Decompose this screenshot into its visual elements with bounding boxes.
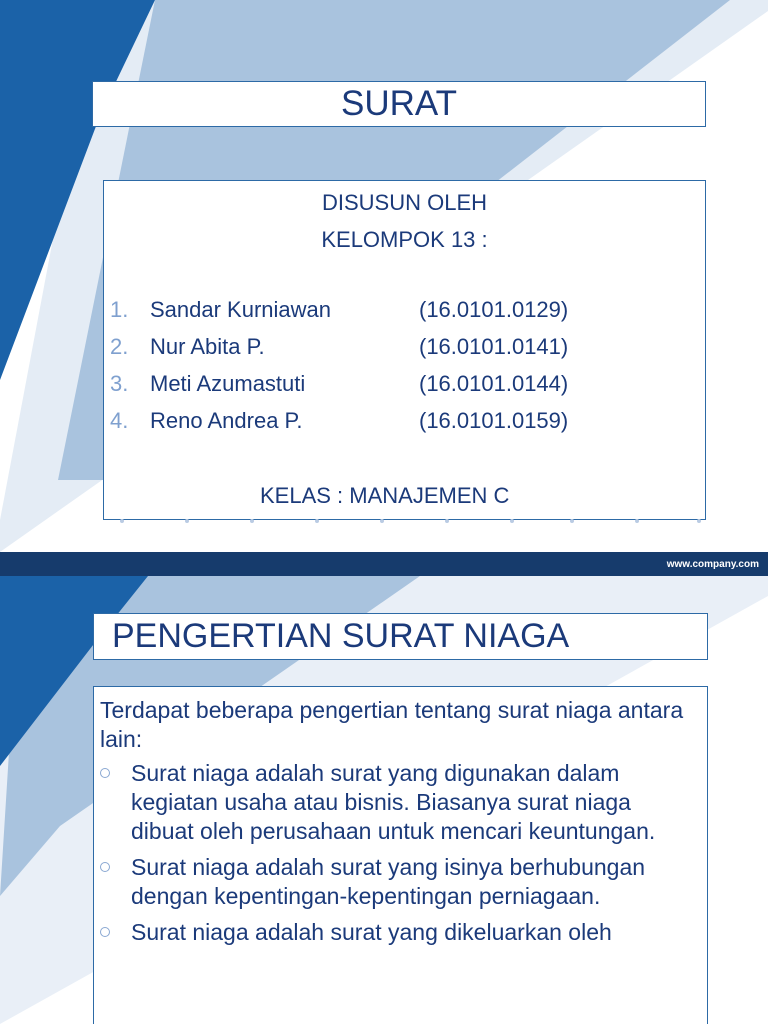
divider-dot [697,519,701,523]
divider-dot [510,519,514,523]
footer-bar [0,552,768,576]
member-list [104,297,705,445]
group-line: KELOMPOK 13 : [321,227,488,252]
definition-list [100,759,693,947]
member-name: Reno Andrea P. [150,408,303,433]
member-nim: (16.0101.0141) [419,334,569,359]
definition-text: Surat niaga adalah surat yang isinya berhubungan dengan kepentingan-kepentingan perniagaan. [131,854,646,909]
footer-url: www.company.com [666,559,759,570]
member-nim: (16.0101.0129) [419,297,569,322]
member-name: Meti Azumastuti [150,371,306,396]
divider-dot [445,519,449,523]
slide-1-content [103,180,706,520]
circle-bullet-icon [100,862,110,872]
slide-2 [0,576,768,1024]
divider-dot [380,519,384,523]
definition-text: Surat niaga adalah surat yang digunakan dalam kegiatan usaha atau bisnis. Biasanya surat niaga dibuat oleh perusahaan untuk mencari keuntungan. [131,760,656,844]
divider-dot [120,519,124,523]
list-item [100,759,693,846]
divider-dot [315,519,319,523]
definition-text: Surat niaga adalah surat yang dikeluarkan oleh [131,919,612,945]
member-number: 1. [110,297,129,322]
slide-1-title: SURAT [92,81,706,127]
member-number: 3. [110,371,129,396]
list-item [100,918,693,947]
authored-by-line: DISUSUN OLEH [321,190,488,215]
member-number: 2. [110,334,129,359]
list-item [100,853,693,911]
member-name: Sandar Kurniawan [150,297,332,322]
slide-2-content [93,686,708,1024]
member-number: 4. [110,408,129,433]
member-name: Nur Abita P. [150,334,265,359]
divider-dot [635,519,639,523]
slide-2-title: PENGERTIAN SURAT NIAGA [93,613,708,660]
divider-dot [570,519,574,523]
member-nim: (16.0101.0159) [419,408,569,433]
list-item [104,334,705,371]
member-nim: (16.0101.0144) [419,371,569,396]
intro-text: Terdapat beberapa pengertian tentang surat niaga antara lain: [100,697,684,752]
list-item [104,297,705,334]
circle-bullet-icon [100,768,110,778]
class-line: KELAS : MANAJEMEN C [260,483,510,508]
divider-dot [185,519,189,523]
list-item [104,408,705,445]
dotted-divider [0,519,768,525]
list-item [104,371,705,408]
circle-bullet-icon [100,927,110,937]
divider-dot [250,519,254,523]
